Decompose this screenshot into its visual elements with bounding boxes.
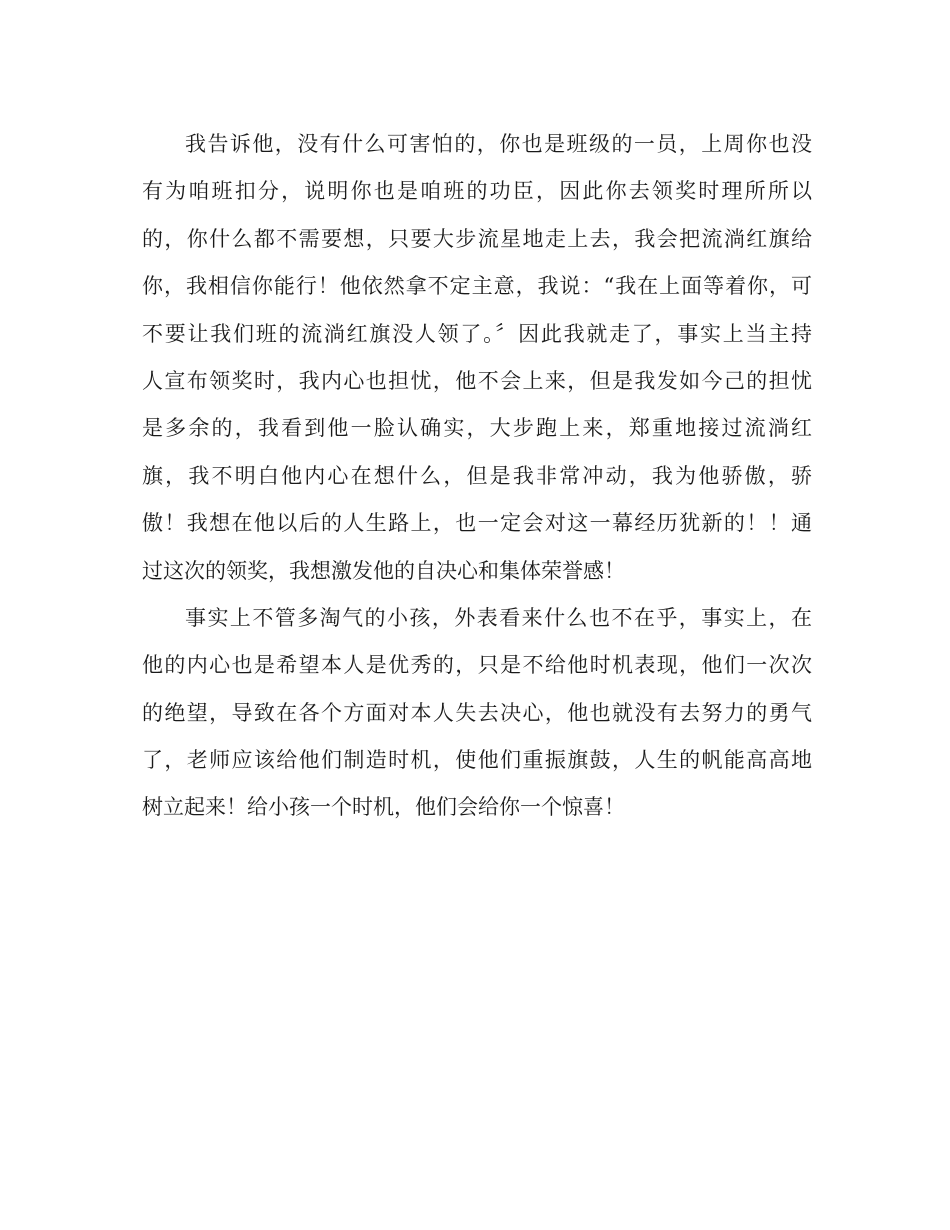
document-body (142, 128, 812, 839)
paragraph-line: 不要让我们班的流淌红旗没人领了。〞因此我就走了，事实上当主持 (142, 321, 812, 346)
paragraph-line: 旗，我不明白他内心在想什么，但是我非常冲动，我为他骄傲，骄 (142, 463, 812, 488)
paragraph-line: 人宣布领奖时，我内心也担忧，他不会上来，但是我发如今己的担忧 (142, 368, 812, 393)
paragraph-line: 的绝望，导致在各个方面对本人失去决心，他也就没有去努力的勇气 (142, 700, 812, 725)
paragraph-1 (142, 128, 812, 602)
paragraph-line: 是多余的，我看到他一脸认确实，大步跑上来，郑重地接过流淌红 (142, 416, 812, 441)
paragraph-line: 我告诉他，没有什么可害怕的，你也是班级的一员，上周你也没 (185, 132, 812, 156)
paragraph-line: 有为咱班扣分，说明你也是咱班的功臣，因此你去领奖时理所所以 (142, 179, 812, 204)
paragraph-line: 树立起来！给小孩一个时机，他们会给你一个惊喜！ (142, 795, 625, 820)
paragraph-line: 你，我相信你能行！他依然拿不定主意，我说：“我在上面等着你，可 (142, 274, 812, 299)
paragraph-line: 的，你什么都不需要想，只要大步流星地走上去，我会把流淌红旗给 (142, 226, 812, 251)
paragraph-line: 他的内心也是希望本人是优秀的，只是不给他时机表现，他们一次次 (142, 653, 812, 678)
paragraph-line: 了，老师应该给他们制造时机，使他们重振旗鼓，人生的帆能高高地 (142, 748, 812, 773)
paragraph-line: 过这次的领奖，我想激发他的自决心和集体荣誉感！ (142, 558, 625, 583)
paragraph-line: 傲！我想在他以后的人生路上，也一定会对这一幕经历犹新的！！通 (142, 511, 812, 536)
paragraph-line: 事实上不管多淘气的小孩，外表看来什么也不在乎，事实上，在 (185, 605, 812, 630)
paragraph-2 (142, 602, 812, 839)
